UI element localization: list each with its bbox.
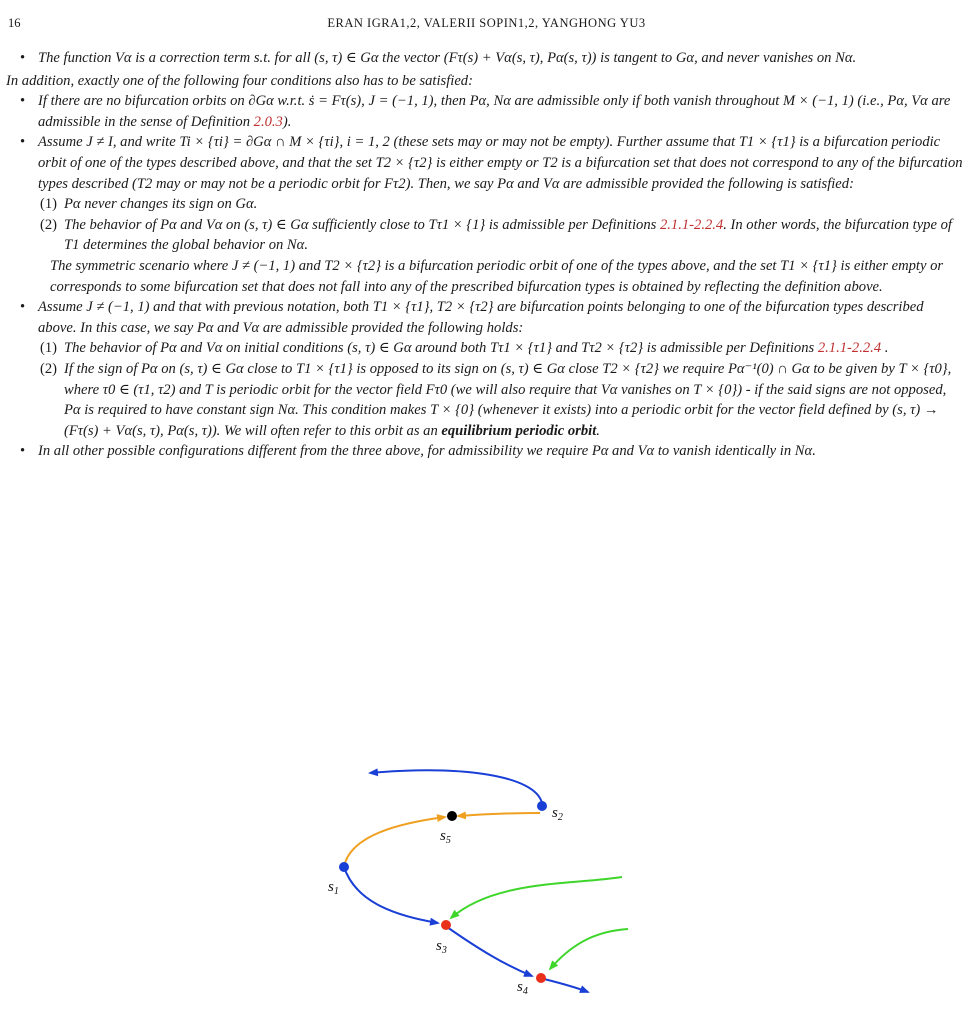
enum-item-1: (1) Pα never changes its sign on Gα. (40, 196, 258, 213)
label-s3: $s_3$ (436, 938, 447, 956)
green-orbit-to-s3 (451, 877, 622, 918)
ref-definition-2-2-4[interactable]: 2.2.4 (694, 216, 724, 233)
bullet-one-bifurcation: • Assume J ≠ I, and write Ti × {τi} = ∂Gα ∩ M × {τi}, i = 1, 2 (these sets may or may not be empty). Further assume that T1 × {τ1} is a bifurcation periodic orbit of one of the types described above, and that the set T2 × {τ2} is either empty or T2 is a bifurcation set that does not correspond to any of the bifurcation types described (T2 may or may not be a periodic orbit for Fτ2). Then, we say Pα and Vα are admissible provided the following is satisfied: (38, 132, 963, 194)
ref-definition-2-2-4[interactable]: 2.2.4 (851, 340, 882, 357)
ref-definition-2-0-3[interactable]: 2.0.3 (253, 113, 283, 130)
orbit-s3-to-s4 (447, 927, 532, 976)
orbit-s1-to-s3 (344, 867, 438, 923)
label-s1: $s_1$ (328, 879, 339, 897)
enum-item-2: (2) If the sign of Pα on (s, τ) ∈ Gα close to T1 × {τ1} is opposed to its sign on (s, τ) ∈ Gα close T2 × {τ2} we require Pα⁻¹(0) ∩ Gα to be given by T × {τ0}, where τ0 ∈ (τ1, τ2) and T is periodic orbit for the vector field Fτ0 (we will also require that Vα vanishes on T × {0}) - if the said signs are not opposed, Pα is required to have constant sign Nα. This condition makes T × {0} (whenever it exists) into a periodic orbit for the vector field defined by (s, τ) → (Fτ(s) + Vα(s, τ), Pα(s, τ)). We will often refer to this orbit as an equilibrium periodic orbit. (40, 360, 952, 439)
symmetric-scenario: The symmetric scenario where J ≠ (−1, 1) and T2 × {τ2} is a bifurcation periodic orbit of one of the types above, and the set T1 × {τ1} is either empty or corresponds to some bifurcation set that does not fall into any of the prescribed bifurcation types is obtained by reflecting the definition above. (50, 257, 944, 295)
term-equilibrium-periodic-orbit: equilibrium periodic orbit (441, 422, 597, 439)
point-s1 (339, 862, 349, 872)
bullet-correction-term: • The function Vα is a correction term s.t. for all (s, τ) ∈ Gα the vector (Fτ(s) + Vα(s, τ), Pα(s, τ)) is tangent to Gα, and never vanishes on Nα. (38, 48, 963, 69)
orbit-s2-outgoing (370, 770, 542, 803)
enum-item-2: (2) The behavior of Pα and Vα on (s, τ) ∈ Gα sufficiently close to Tτ1 × {1} is admissible per Definitions 2.1.1-2.2.4. In other words, the bifurcation type of T1 determines the global behavior on Nα. (40, 216, 952, 254)
bullet-other-configurations: • In all other possible configurations different from the three above, for admissibility we require Pα and Vα to vanish identically in Nα. (38, 441, 963, 462)
conditions-intro: In addition, exactly one of the following four conditions also has to be satisfied: (6, 72, 473, 89)
ref-definition-2-1-1[interactable]: 2.1.1 (817, 340, 848, 357)
bifurcation-figure (320, 765, 640, 1005)
orbit-s4-outgoing (544, 979, 588, 992)
point-s3 (441, 920, 451, 930)
green-orbit-to-s4 (550, 929, 628, 969)
paper-body (8, 48, 963, 462)
author-line: ERAN IGRA1,2, VALERII SOPIN1,2, YANGHONG YU3 (327, 16, 646, 30)
point-s4 (536, 973, 546, 983)
point-s5 (447, 811, 457, 821)
page-number: 16 (8, 16, 21, 30)
enum-item-1: (1) The behavior of Pα and Vα on initial conditions (s, τ) ∈ Gα around both Tτ1 × {τ1} and Tτ2 × {τ2} is admissible per Definitions 2.1.1-2.2.4 . (40, 340, 889, 357)
orbit-s2-to-s5 (458, 813, 540, 816)
label-s4: $s_4$ (517, 979, 528, 997)
point-s2 (537, 801, 547, 811)
running-header (0, 16, 973, 36)
orbit-s1-to-s5 (344, 817, 445, 867)
label-s2: $s_2$ (552, 805, 563, 823)
bullet-two-bifurcations: • Assume J ≠ (−1, 1) and that with previous notation, both T1 × {τ1}, T2 × {τ2} are bifurcation points belonging to one of the bifurcation types described above. In this case, we say Pα and Vα are admissible provided the following holds: (38, 297, 963, 338)
label-s5: $s_5$ (440, 828, 451, 846)
bullet-no-bifurcation: • If there are no bifurcation orbits on ∂Gα w.r.t. ṡ = Fτ(s), J = (−1, 1), then Pα, Nα are admissible only if both vanish throughout M × (−1, 1) (i.e., Pα, Vα are admissible in the sense of Definition 2.0.3). (38, 91, 963, 132)
ref-definition-2-1-1[interactable]: 2.1.1 (659, 216, 690, 233)
